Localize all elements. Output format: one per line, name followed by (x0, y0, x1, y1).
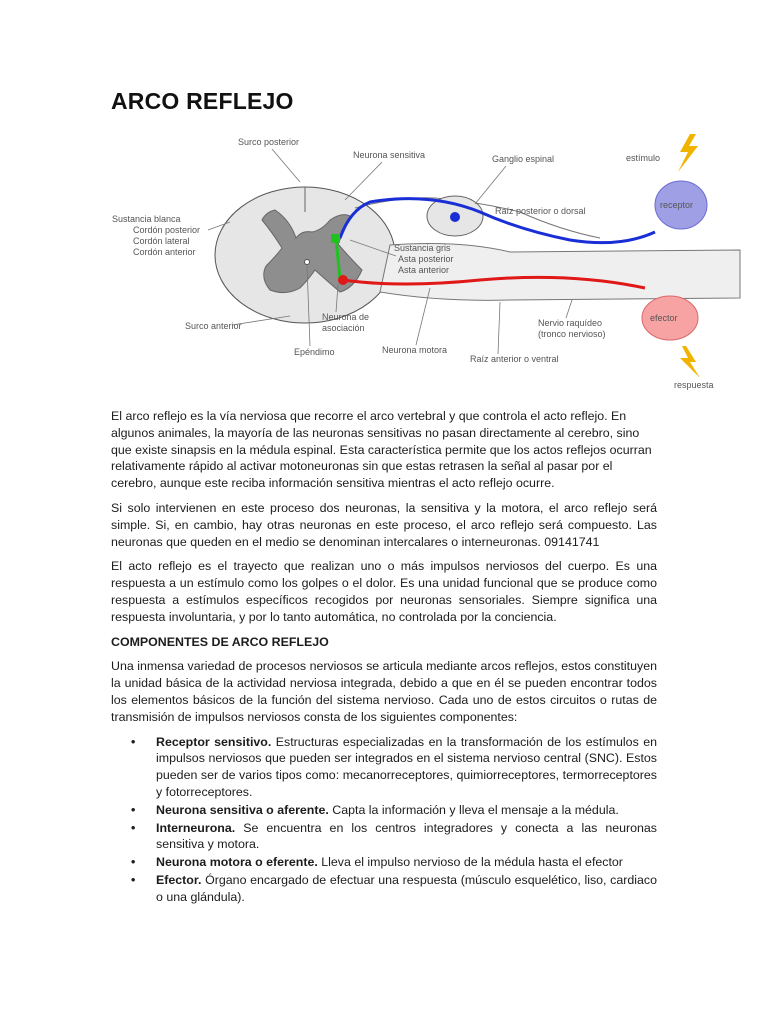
list-item (111, 854, 657, 871)
component-term: Efector. (156, 872, 202, 887)
section-heading: COMPONENTES DE ARCO REFLEJO (111, 634, 329, 649)
bullet-icon: • (131, 820, 136, 835)
list-item (111, 820, 657, 854)
label-nervio-raquideo-1: Nervio raquídeo (538, 318, 603, 328)
label-estimulo: estímulo (626, 153, 661, 163)
label-receptor: receptor (660, 200, 694, 210)
components-list (111, 734, 657, 906)
component-term: Neurona sensitiva o aferente. (156, 802, 329, 817)
reflex-arc-diagram (100, 120, 760, 400)
component-term: Interneurona. (156, 820, 236, 835)
ganglion-cell-body (450, 212, 460, 222)
list-item (111, 802, 657, 819)
label-asta-anterior: Asta anterior (398, 265, 450, 275)
label-respuesta: respuesta (674, 380, 714, 390)
interneuron-synapse (331, 234, 340, 243)
label-cordon-anterior: Cordón anterior (133, 247, 196, 257)
component-description: Órgano encargado de efectuar una respuesta (músculo esquelético, liso, cardiaco o una glándula). (156, 872, 657, 904)
central-canal (305, 260, 310, 265)
label-nervio-raquideo-2: (tronco nervioso) (538, 329, 606, 339)
section-intro: Una inmensa variedad de procesos nerviosos se articula mediante arcos reflejos, estos constituyen la unidad básica de la actividad nerviosa integrada, debido a que en él se pueden encontrar todos los elementos básicos de la función del sistema nervioso. Cada uno de estos circuitos o rutas de transmisión de impulsos nerviosos consta de los siguientes componentes: (111, 659, 657, 724)
label-cordon-posterior: Cordón posterior (133, 225, 201, 235)
paragraph-intro: El arco reflejo es la vía nerviosa que recorre el arco vertebral y que controla el acto reflejo. En algunos animales, la mayoría de las neuronas sensitivas no pasan directamente al cerebro, sino que existe sinapsis en la médula espinal. Esta característica permite que los actos reflejos ocurran relativamente rápido al activar motoneuronas sin que estas retrasen la señal al pasar por el cerebro, aunque este reciba información sensitiva mientras el acto reflejo ocurre. (111, 409, 652, 491)
response-lightning-icon (680, 346, 700, 378)
component-term: Neurona motora o eferente. (156, 855, 318, 870)
label-raiz-anterior: Raíz anterior o ventral (470, 354, 559, 364)
label-raiz-posterior: Raíz posterior o dorsal (495, 206, 586, 216)
label-neurona-asociacion-2: asociación (322, 323, 365, 333)
label-neurona-motora: Neurona motora (382, 345, 448, 355)
stimulus-lightning-icon (678, 134, 698, 172)
bullet-icon: • (131, 734, 136, 749)
document-body (111, 408, 657, 907)
label-neurona-asociacion-1: Neurona de (322, 312, 370, 322)
label-sustancia-gris: Sustancia gris (394, 243, 451, 253)
component-term: Receptor sensitivo. (156, 734, 272, 749)
bullet-icon: • (131, 855, 136, 870)
component-description: Estructuras especializadas en la transformación de los estímulos en impulsos nerviosos que pueden ser integrados en el sistema nervioso central (SNC). Estos pueden ser de varios tipos como: mecanorreceptores, quimiorreceptores, termorreceptores y fotorreceptores. (156, 734, 657, 799)
label-neurona-sensitiva: Neurona sensitiva (353, 150, 426, 160)
label-asta-posterior: Asta posterior (398, 254, 454, 264)
list-item (111, 872, 657, 906)
label-surco-anterior: Surco anterior (185, 321, 242, 331)
label-efector: efector (650, 313, 678, 323)
bullet-icon: • (131, 872, 136, 887)
label-cordon-lateral: Cordón lateral (133, 236, 190, 246)
component-description: Lleva el impulso nervioso de la médula hasta el efector (317, 855, 623, 870)
component-description: Se encuentra en los centros integradores y conecta a las neuronas sensitiva y motora. (156, 820, 657, 852)
label-surco-posterior: Surco posterior (238, 137, 300, 147)
paragraph-acto-reflejo: El acto reflejo es el trayecto que realizan uno o más impulsos nerviosos del cuerpo. Es una respuesta a un estímulo como los golpes o el dolor. Es una unidad funcional que se produce como respuesta a estímulos específicos recogidos por neuronas sensoriales. Siempre significa una respuesta involuntaria, y por lo tanto automática, no controlada por la conciencia. (111, 559, 657, 624)
label-ganglio-espinal: Ganglio espinal (492, 154, 555, 164)
label-sustancia-blanca: Sustancia blanca (112, 214, 181, 224)
label-ependimo: Epéndimo (294, 347, 335, 357)
list-item (111, 734, 657, 801)
page-title: ARCO REFLEJO (111, 88, 294, 114)
bullet-icon: • (131, 802, 136, 817)
paragraph-simple-compound: Si solo intervienen en este proceso dos neuronas, la sensitiva y la motora, el arco reflejo será simple. Si, en cambio, hay otras neuronas en este proceso, el arco reflejo será compuesto. Las neuronas que queden en el medio se denominan intercalares o interneuronas. 09141741 (111, 500, 657, 549)
component-description: Capta la información y lleva el mensaje a la médula. (328, 802, 619, 817)
